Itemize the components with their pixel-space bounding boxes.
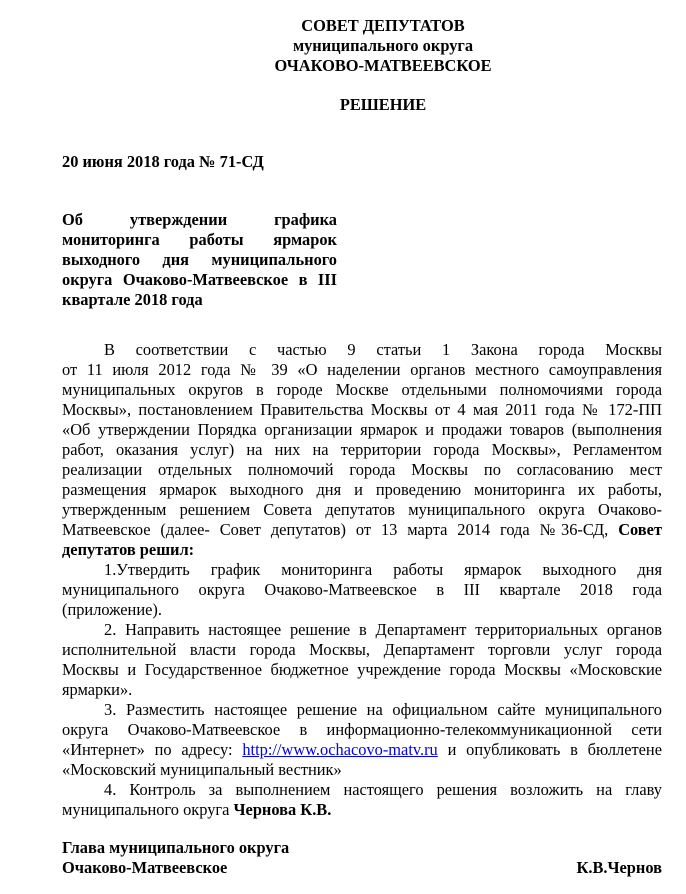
body-line: Москвы», постановлением Правительства Москвы от 4 мая 2011 года № 172-ПП [62, 400, 662, 419]
org-subtitle: муниципального округа [292, 36, 474, 55]
item-4-line [62, 800, 662, 820]
item-3-line: 3. Разместить настоящее решение на официальном сайте муниципального [104, 700, 662, 719]
subject-line: округа Очаково-Матвеевское в III [62, 270, 337, 289]
subject-line: выходного дня муниципального [62, 250, 337, 269]
signatory-district: Очаково-Матвеевское [62, 858, 228, 877]
item-2-line: исполнительной власти города Москвы, Департамент торговли услуг города [62, 640, 662, 659]
signatory-name: К.В.Чернов [576, 858, 662, 877]
date-number: 20 июня 2018 года № 71-СД [62, 152, 264, 171]
item-1-line: муниципального округа Очаково-Матвеевское в III квартале 2018 года [62, 580, 662, 599]
item-2-line: ярмарки». [62, 680, 133, 699]
body-text: муниципального округа [62, 800, 230, 819]
org-district: ОЧАКОВО-МАТВЕЕВСКОЕ [274, 56, 492, 75]
item-2-line: 2. Направить настоящее решение в Департамент территориальных органов [104, 620, 662, 639]
body-line: В соответствии с частью 9 статьи 1 Закона города Москвы [104, 340, 662, 359]
body-text: и опубликовать в бюллетене [447, 740, 662, 759]
subject-line: мониторинга работы ярмарок [62, 230, 337, 249]
body-line: работ, оказания услуг) на них на территории города Москвы», Регламентом [62, 440, 662, 459]
decision-body [62, 340, 662, 820]
document-type: РЕШЕНИЕ [339, 95, 427, 114]
responsible-person: Чернова К.В. [233, 800, 332, 819]
body-text: Матвеевское (далее- Совет депутатов) от 13 марта 2014 года №36-СД, [62, 520, 609, 539]
item-1-line: (приложение). [62, 600, 162, 619]
subject-line: квартале 2018 года [62, 290, 203, 309]
body-line: муниципальных округов в городе Москве отдельными полномочиями города [62, 380, 662, 399]
item-1-line: 1.Утвердить график мониторинга работы ярмарок выходного дня [104, 560, 662, 579]
body-line: «Об утверждении Порядка организации ярмарок и продажи товаров (выполнения [62, 420, 662, 439]
body-line [62, 520, 662, 540]
item-2-line: Москвы и Государственное бюджетное учреждение города Москвы «Московские [62, 660, 662, 679]
signatory-title: Глава муниципального округа [62, 838, 290, 857]
resolution-phrase: Совет [618, 520, 662, 539]
body-line: от 11 июля 2012 года № 39 «О наделении органов местного самоуправления [62, 360, 662, 379]
body-text: «Интернет» по адресу: [62, 740, 233, 759]
org-name: СОВЕТ ДЕПУТАТОВ [301, 16, 465, 35]
subject-line: Об утверждении графика [62, 210, 337, 229]
body-line: утвержденным решением Совета депутатов муниципального округа Очаково- [62, 500, 662, 519]
body-line: реализации отдельных полномочий города Москвы по согласованию мест [62, 460, 662, 479]
item-4-line: 4. Контроль за выполнением настоящего решения возложить на главу [104, 780, 662, 799]
website-link[interactable]: http://www.ochacovo-matv.ru [242, 740, 438, 759]
body-line: размещения ярмарок выходного дня и проведению мониторинга их работы, [62, 480, 662, 499]
resolution-phrase: депутатов решил: [62, 540, 195, 559]
signature-block [62, 838, 662, 878]
decision-subject [62, 210, 337, 310]
item-3-line [62, 740, 662, 760]
item-3-line: округа Очаково-Матвеевское в информационно-телекоммуникационной сети [62, 720, 662, 739]
item-3-line: «Московский муниципальный вестник» [62, 760, 342, 779]
